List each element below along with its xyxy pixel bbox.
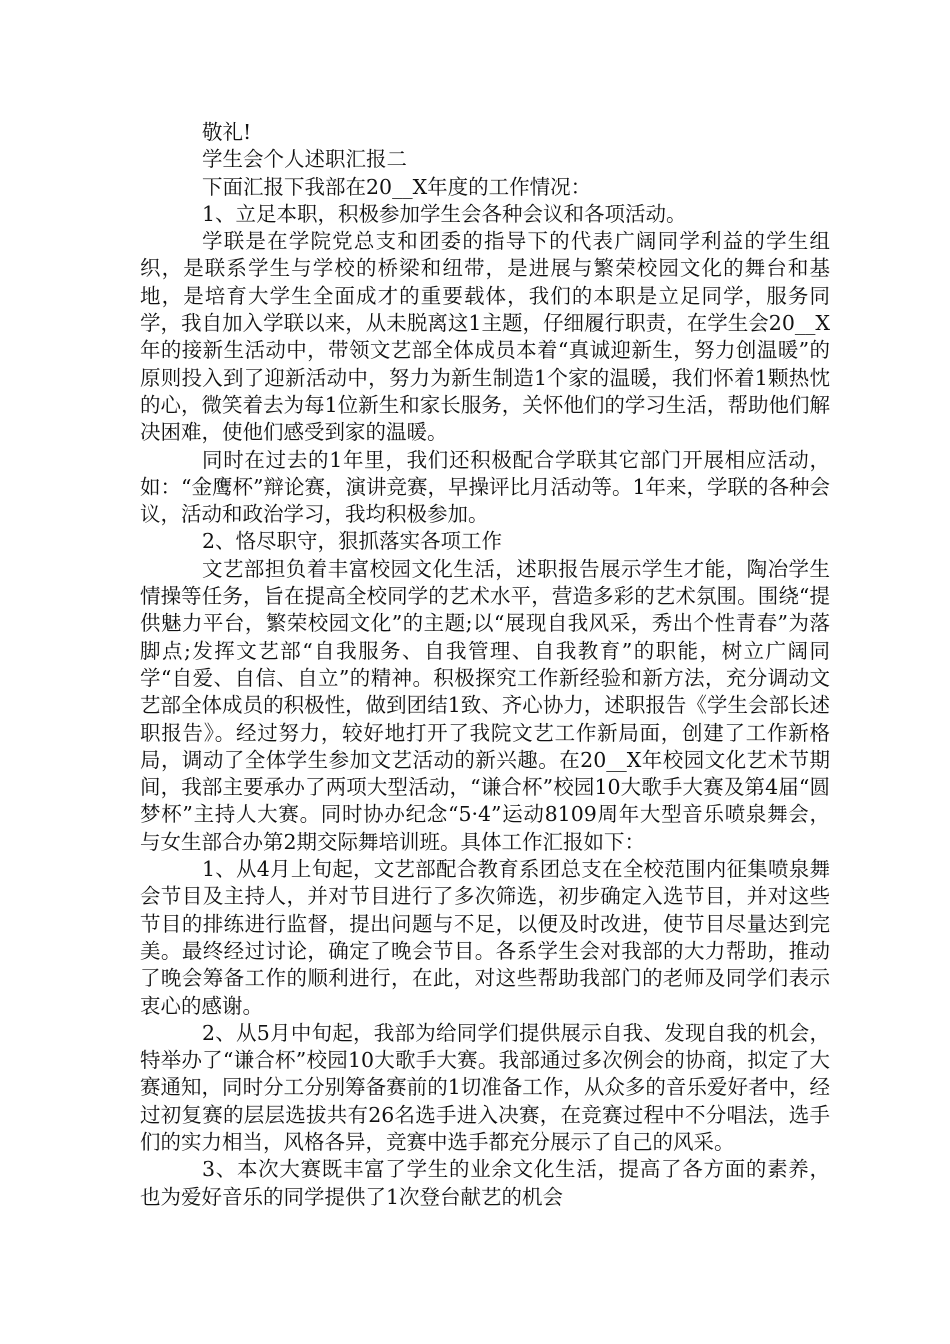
paragraph-cooperation: 同时在过去的1年里，我们还积极配合学联其它部门开展相应活动，如：“金鹰杯”辩论赛，演讲竞赛，早操评比月活动等。1年来，学联的各种会议，活动和政治学习，我均积极参加。 bbox=[140, 447, 831, 527]
paragraph-item-1: 1、从4月上旬起，文艺部配合教育系团总支在全校范围内征集喷泉舞会节目及主持人，并对节目进行了多次筛选，初步确定入选节目，并对这些节目的排练进行监督，提出问题与不足，以便及时改进，使节目尽量达到完美。最终经过讨论，确定了晚会节目。各系学生会对我部的大力帮助，推动了晚会筹备工作的顺利进行，在此，对这些帮助我部门的老师及同学们表示衷心的感谢。 bbox=[140, 857, 830, 1018]
paragraph-heading-1: 1、立足本职，积极参加学生会各种会议和各项活动。 bbox=[202, 201, 687, 226]
document-page bbox=[140, 119, 830, 1211]
paragraph-item-2: 2、从5月中旬起，我部为给同学们提供展示自我、发现自我的机会，特举办了“谦合杯”校园10大歌手大赛。我部通过多次例会的协商，拟定了大赛通知，同时分工分别筹备赛前的1切准备工作，从众多的音乐爱好者中，经过初复赛的层层选拔共有26名选手进入决赛，在竞赛过程中不分唱法，选手们的实力相当，风格各异，竞赛中选手都充分展示了自己的风采。 bbox=[140, 1020, 830, 1154]
paragraph-arts-department: 文艺部担负着丰富校园文化生活，述职报告展示学生才能，陶冶学生情操等任务，旨在提高全校同学的艺术水平，营造多彩的艺术氛围。围绕“提供魅力平台，繁荣校园文化”的主题;以“展现自我风采，秀出个性青春”为落脚点;发挥文艺部“自我服务、自我管理、自我教育”的职能，树立广阔同学“自爱、自信、自立”的精神。积极探究工作新经验和新方法，充分调动文艺部全体成员的积极性，做到团结1致、齐心协力，述职报告《学生会部长述职报告》。经过努力，较好地打开了我院文艺工作新局面，创建了工作新格局，调动了全体学生参加文艺活动的新兴趣。在20__X年校园文化艺术节期间，我部主要承办了两项大型活动，“谦合杯”校园10大歌手大赛及第4届“圆梦杯”主持人大赛。同时协办纪念“5·4”运动8109周年大型音乐喷泉舞会，与女生部合办第2期交际舞培训班。具体工作汇报如下： bbox=[140, 556, 830, 854]
section-title: 学生会个人述职汇报二 bbox=[202, 147, 407, 172]
intro-line: 下面汇报下我部在20__X年度的工作情况： bbox=[202, 174, 592, 199]
paragraph-student-union: 学联是在学院党总支和团委的指导下的代表广阔同学利益的学生组织，是联系学生与学校的桥梁和纽带，是进展与繁荣校园文化的舞台和基地，是培育大学生全面成才的重要载体，我们的本职是立足同学，服务同学，我自加入学联以来，从未脱离这1主题，仔细履行职责，在学生会20__X年的接新生活动中，带领文艺部全体成员本着“真诚迎新生，努力创温暖”的原则投入到了迎新活动中，努力为新生制造1个家的温暖，我们怀着1颗热忱的心，微笑着去为每1位新生和家长服务，关怀他们的学习生活，帮助他们解决困难，使他们感受到家的温暖。 bbox=[140, 229, 830, 445]
paragraph-item-3: 3、本次大赛既丰富了学生的业余文化生活，提高了各方面的素养，也为爱好音乐的同学提供了1次登台献艺的机会 bbox=[140, 1157, 830, 1209]
paragraph-heading-2: 2、恪尽职守，狠抓落实各项工作 bbox=[202, 529, 503, 554]
closing-salutation: 敬礼! bbox=[202, 120, 252, 144]
